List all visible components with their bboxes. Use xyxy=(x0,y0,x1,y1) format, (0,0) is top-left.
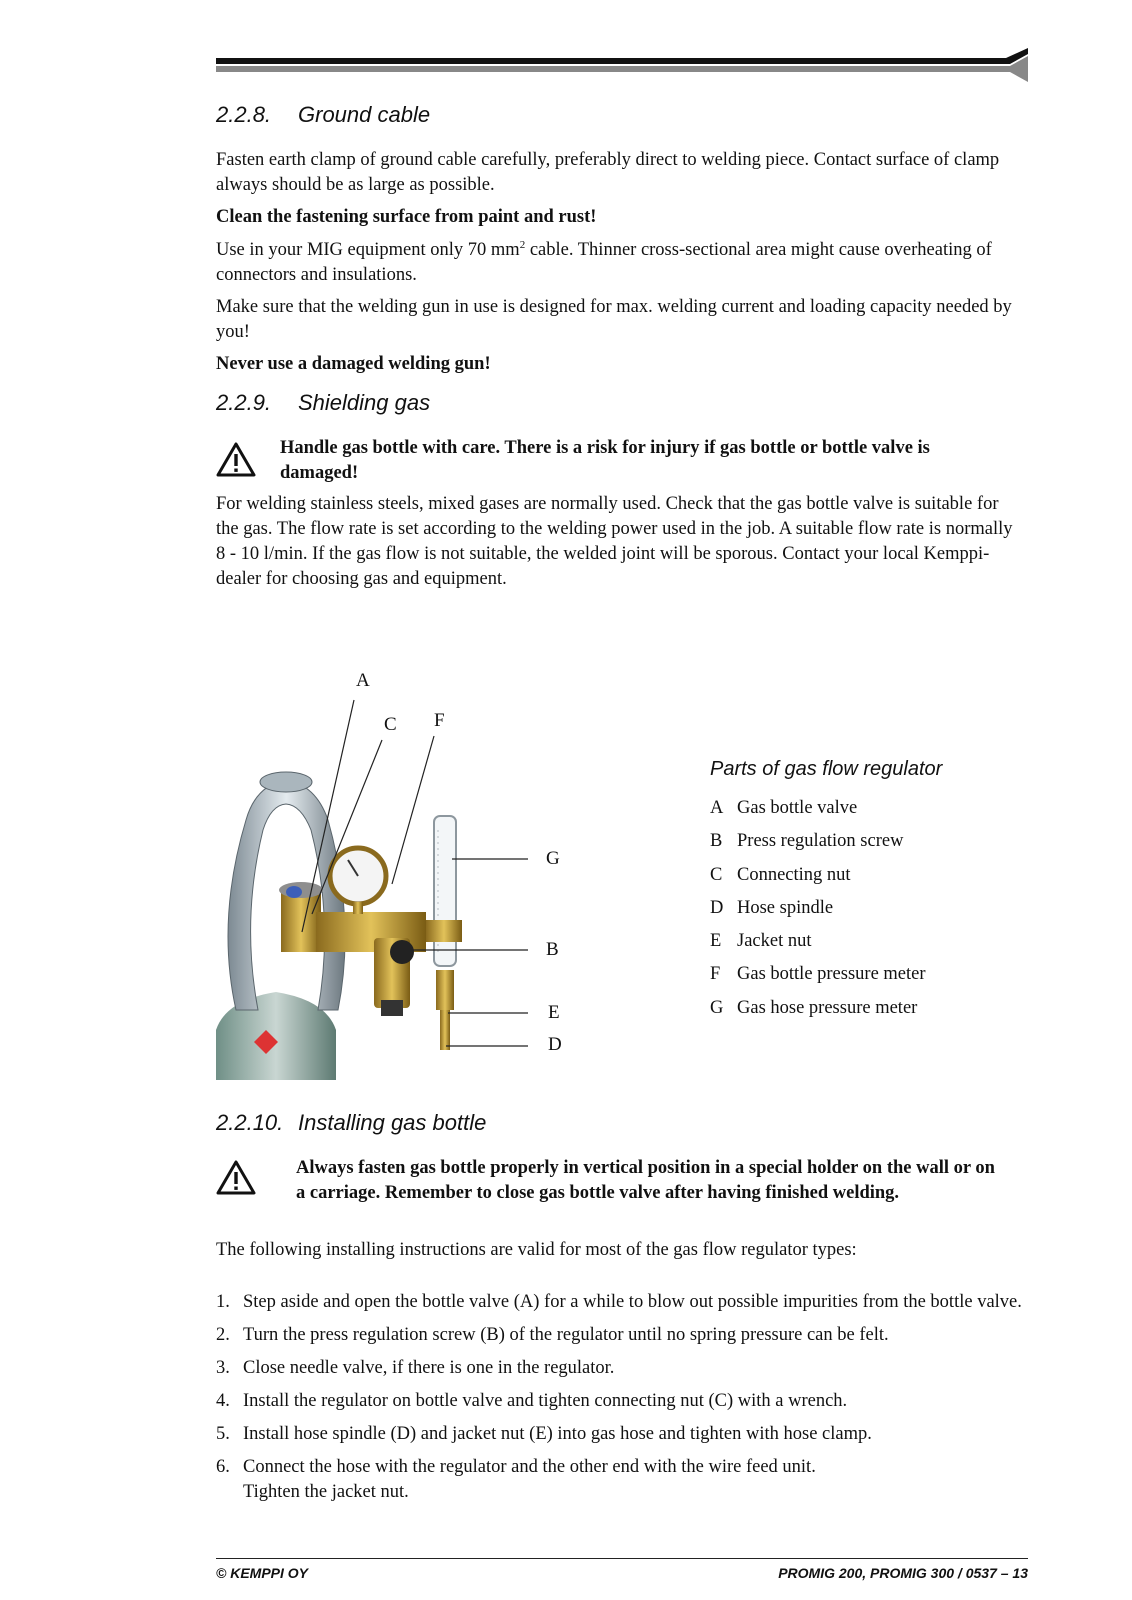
section-heading-shielding-gas: 2.2.9. Shielding gas xyxy=(216,390,431,415)
callout-label-e: E xyxy=(548,1002,560,1023)
legend-item: D Hose spindle xyxy=(710,897,834,918)
paragraph: Fasten earth clamp of ground cable carefully, preferably direct to welding piece. Contact surface of clamp always should be as large as possible. xyxy=(216,150,1000,195)
gas-regulator-figure xyxy=(216,670,596,1100)
warning-icon xyxy=(216,442,256,478)
list-item: 2. Turn the press regulation screw (B) of the regulator until no spring pressure can be felt. xyxy=(216,1325,889,1345)
page-footer xyxy=(216,1558,1028,1581)
bold-note: Never use a damaged welding gun! xyxy=(216,354,491,374)
callout-label-d: D xyxy=(548,1034,562,1055)
footer-copyright: © KEMPPI OY xyxy=(216,1565,308,1581)
paragraph: Make sure that the welding gun in use is designed for max. welding current and loading capacity needed by you! xyxy=(216,297,1012,342)
list-item: 5. Install hose spindle (D) and jacket nut (E) into gas hose and tighten with hose clamp. xyxy=(216,1424,872,1444)
footer-doc-ref: PROMIG 200, PROMIG 300 / 0537 – 13 xyxy=(778,1565,1028,1581)
header-rule xyxy=(216,48,1028,88)
callout-label-b: B xyxy=(546,939,559,960)
list-item: 1. Step aside and open the bottle valve (A) for a while to blow out possible impurities from the bottle valve. xyxy=(216,1292,1022,1312)
warning-block xyxy=(216,436,1028,488)
section-heading-installing-gas-bottle: 2.2.10. Installing gas bottle xyxy=(216,1110,487,1135)
warning-block xyxy=(216,1156,1028,1234)
callout-label-f: F xyxy=(434,710,445,731)
legend-item: F Gas bottle pressure meter xyxy=(710,964,926,985)
callout-label-a: A xyxy=(356,670,370,691)
paragraph: Use in your MIG equipment only 70 $mm^2$ cable. Thinner cross-sectional area might cause overheating of connectors and insulations. xyxy=(216,238,992,285)
legend-item: E Jacket nut xyxy=(710,931,812,952)
legend-item: B Press regulation screw xyxy=(710,831,904,852)
list-item: 3. Close needle valve, if there is one in the regulator. xyxy=(216,1358,615,1378)
legend-title: Parts of gas flow regulator xyxy=(710,758,943,780)
regulator-illustration xyxy=(216,680,596,1100)
legend-item: A Gas bottle valve xyxy=(710,798,858,818)
warning-icon xyxy=(216,1160,256,1196)
paragraph: For welding stainless steels, mixed gases are normally used. Check that the gas bottle valve is suitable for the gas. The flow rate is set according to the welding power used in the job. A suitable flow rate is normally 8 - 10 l/min. If the gas flow is not suitable, the welded joint will be sporous. Contact your local Kemppi-dealer for choosing gas and equipment. xyxy=(216,494,1013,589)
paragraph: The following installing instructions are valid for most of the gas flow regulator types: xyxy=(216,1240,857,1260)
legend-item: C Connecting nut xyxy=(710,864,851,885)
bold-note: Clean the fastening surface from paint and rust! xyxy=(216,207,597,227)
list-item: 4. Install the regulator on bottle valve and tighten connecting nut (C) with a wrench. xyxy=(216,1391,848,1411)
section-heading-ground-cable: 2.2.8. Ground cable xyxy=(216,102,431,127)
legend-list xyxy=(710,798,926,1031)
warning-text: Always fasten gas bottle properly in vertical position in a special holder on the wall or on a carriage. Remember to close gas bottle valve after having finished welding. xyxy=(296,1158,995,1203)
callout-label-c: C xyxy=(384,714,397,735)
steps-list xyxy=(216,1290,1028,1513)
legend-item: G Gas hose pressure meter xyxy=(710,997,918,1018)
list-item: 6. Connect the hose with the regulator and the other end with the wire feed unit. Tighten the jacket nut. xyxy=(216,1457,816,1502)
warning-text: Handle gas bottle with care. There is a risk for injury if gas bottle or bottle valve is damaged! xyxy=(280,438,930,483)
callout-label-g: G xyxy=(546,848,560,869)
